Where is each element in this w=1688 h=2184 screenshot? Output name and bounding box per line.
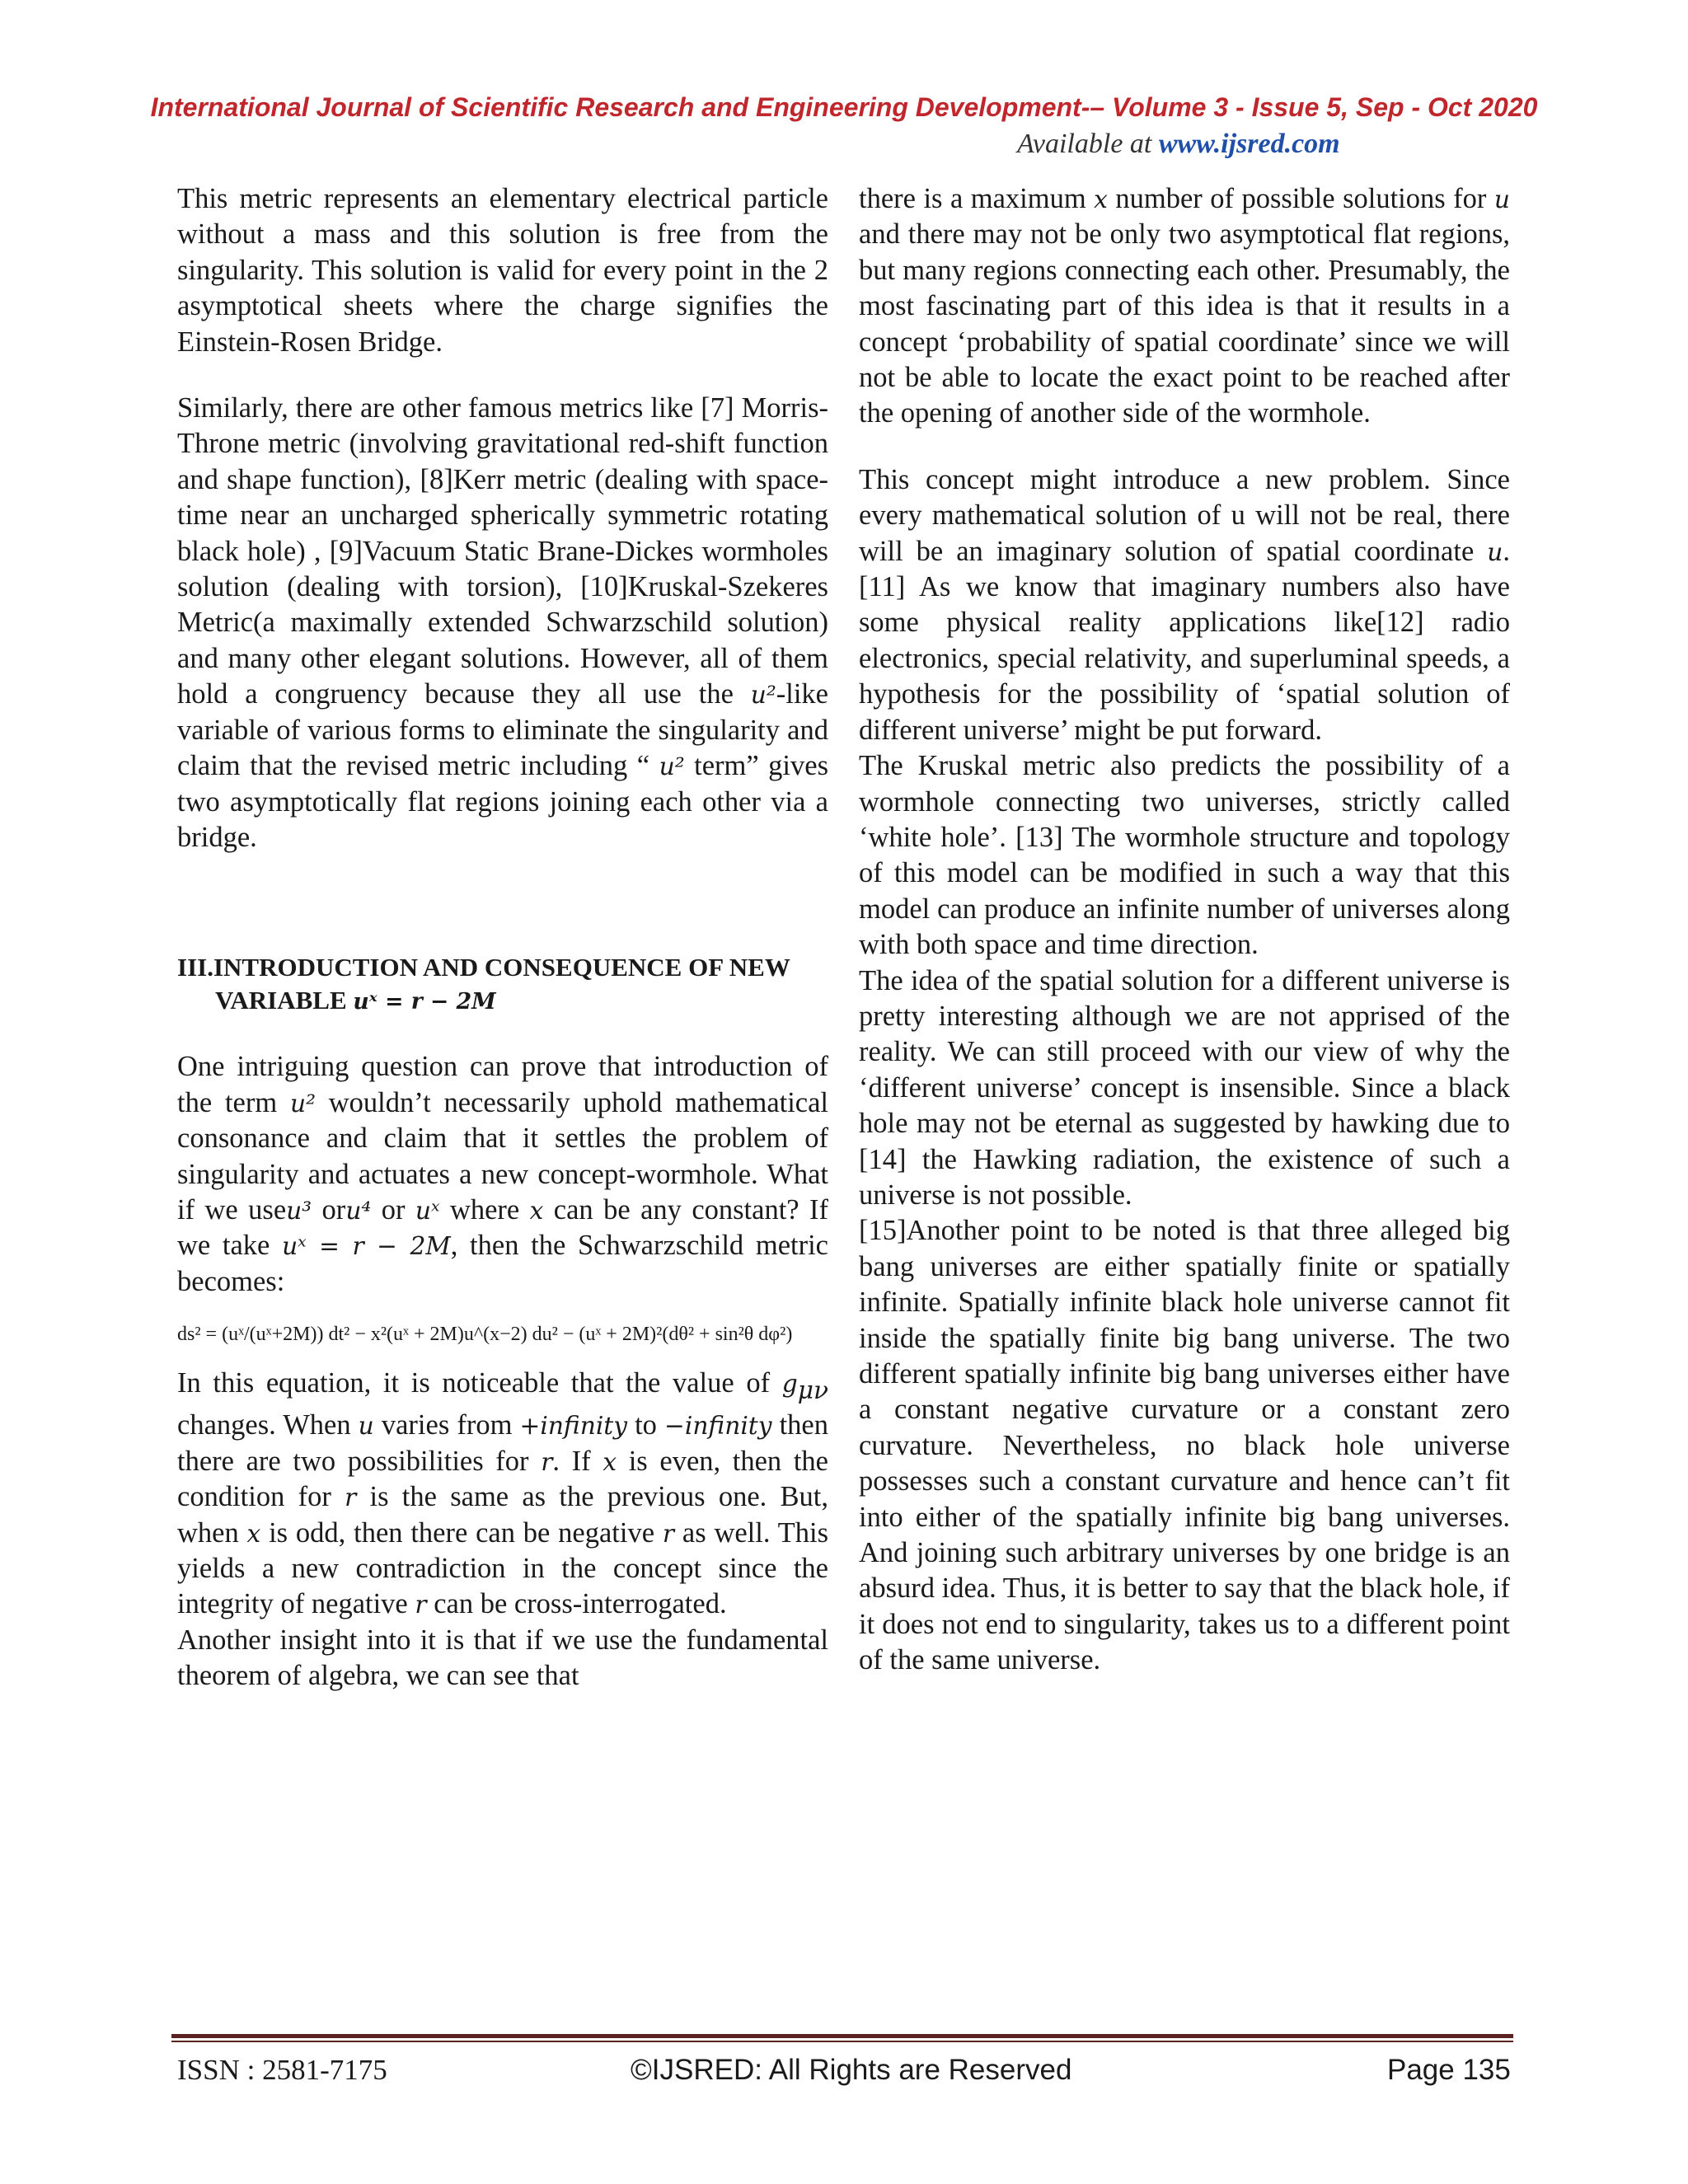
footer-page-number: Page 135 xyxy=(1387,2054,1511,2086)
available-prefix: Available at xyxy=(1017,129,1159,159)
right-paragraph-3: The Kruskal metric also predicts the possibility of a wormhole connecting two universes, strictly called ‘white hole’. [13] The wormhole structure and topology of this model can be modified in such a way that this model can produce an infinite number of universes along with both space and time direction. xyxy=(859,750,1510,961)
footer-divider-thin xyxy=(171,2041,1513,2042)
heading-equation: uˣ = r − 2M xyxy=(353,989,496,1015)
left-paragraph-4: In this equation, it is noticeable that the value of $g_{\mu\nu}$ changes. When u varies from +infinity to −infinity then there are two possibilities for r. If x is even, then the condition for r is the same as the previous one. But, when x is odd, then there can be negative r as well. This yields a new contradiction in the concept since the integrity of negative r can be cross-interrogated. xyxy=(177,1367,829,1620)
schwarzschild-equation: ds² = (uˣ/(uˣ+2M)) dt² − x²(uˣ + 2M)u^(x−2) du² − (uˣ + 2M)²(dθ² + sin²θ dφ²) xyxy=(177,1324,793,1346)
journal-website-link[interactable]: www.ijsred.com xyxy=(1158,129,1340,159)
section-heading: III.INTRODUCTION AND CONSEQUENCE OF NEW VARIABLE uˣ = r − 2M xyxy=(177,953,790,1015)
right-paragraph-5: [15]Another point to be noted is that three alleged big bang universes are either spatially finite or spatially infinite. Spatially infinite black hole universe cannot fit inside the spatially finite big bang universe. The two different spatially infinite big bang universes either have a constant negative curvature or a constant zero curvature. Nevertheless, no black hole universe possesses such a constant curvature and hence can’t fit into either of the spatially infinite big bang universes. And joining such arbitrary universes by one bridge is an absurd idea. Thus, it is better to say that the black hole, if it does not end to singularity, takes us to a different point of the same universe. xyxy=(859,1215,1510,1676)
footer-copyright: ©IJSRED: All Rights are Reserved xyxy=(631,2054,1072,2086)
journal-header: International Journal of Scientific Research and Engineering Development-– Volume 3 - Issue 5, Sep - Oct 2020 xyxy=(150,92,1538,122)
left-paragraph-2: Similarly, there are other famous metrics like [7] Morris-Throne metric (involving gravitational red-shift function and shape function), [8]Kerr metric (dealing with space-time near an uncharged spherically symmetric rotating black hole) , [9]Vacuum Static Brane-Dickes wormholes solution (dealing with torsion), [10]Kruskal-Szekeres Metric(a maximally extended Schwarzschild solution) and many other elegant solutions. However, all of them hold a congruency because they all use the u²-like variable of various forms to eliminate the singularity and claim that the revised metric including “ u² term” gives two asymptotically flat regions joining each other via a bridge. xyxy=(177,392,829,853)
right-paragraph-4: The idea of the spatial solution for a different universe is pretty interesting although we are not apprised of the reality. We can still proceed with our view of why the ‘different universe’ concept is insensible. Since a black hole may not be eternal as suggested by hawking due to [14] the Hawking radiation, the existence of such a universe is not possible. xyxy=(859,964,1510,1211)
right-column xyxy=(859,181,1510,1679)
var-u2-term: u² xyxy=(659,752,685,781)
var-u2: u² xyxy=(750,680,776,710)
right-paragraph-2: This concept might introduce a new problem. Since every mathematical solution of u will not be real, there will be an imaginary solution of spatial coordinate u. [11] As we know that imaginary numbers also have some physical reality applications like[12] radio electronics, special relativity, and superluminal speeds, a hypothesis for the possibility of ‘spatial solution of different universe’ might be put forward. xyxy=(859,463,1510,746)
right-paragraph-1: there is a maximum x number of possible solutions for u and there may not be only two asymptotical flat regions, but many regions connecting each other. Presumably, the most fascinating part of this idea is that it results in a concept ‘probability of spatial coordinate’ since we will not be able to locate the exact point to be reached after the opening of another side of the wormhole. xyxy=(859,183,1510,429)
footer-divider xyxy=(171,2034,1513,2038)
left-paragraph-5: Another insight into it is that if we use the fundamental theorem of algebra, we can see that xyxy=(177,1624,828,1692)
left-column xyxy=(177,181,828,1694)
availability-line xyxy=(1017,129,1340,160)
footer-issn: ISSN : 2581-7175 xyxy=(177,2054,387,2086)
left-paragraph-3: One intriguing question can prove that introduction of the term u² wouldn’t necessarily uphold mathematical consonance and claim that it settles the problem of singularity and actuates a new concept-wormhole. What if we useu³ oru⁴ or uˣ where x can be any constant? If we take uˣ = r − 2M, then the Schwarzschild metric becomes: xyxy=(177,1051,829,1297)
left-paragraph-1: This metric represents an elementary electrical particle without a mass and this solution is free from the singularity. This solution is valid for every point in the 2 asymptotical sheets where the charge signifies the Einstein-Rosen Bridge. xyxy=(177,183,828,358)
